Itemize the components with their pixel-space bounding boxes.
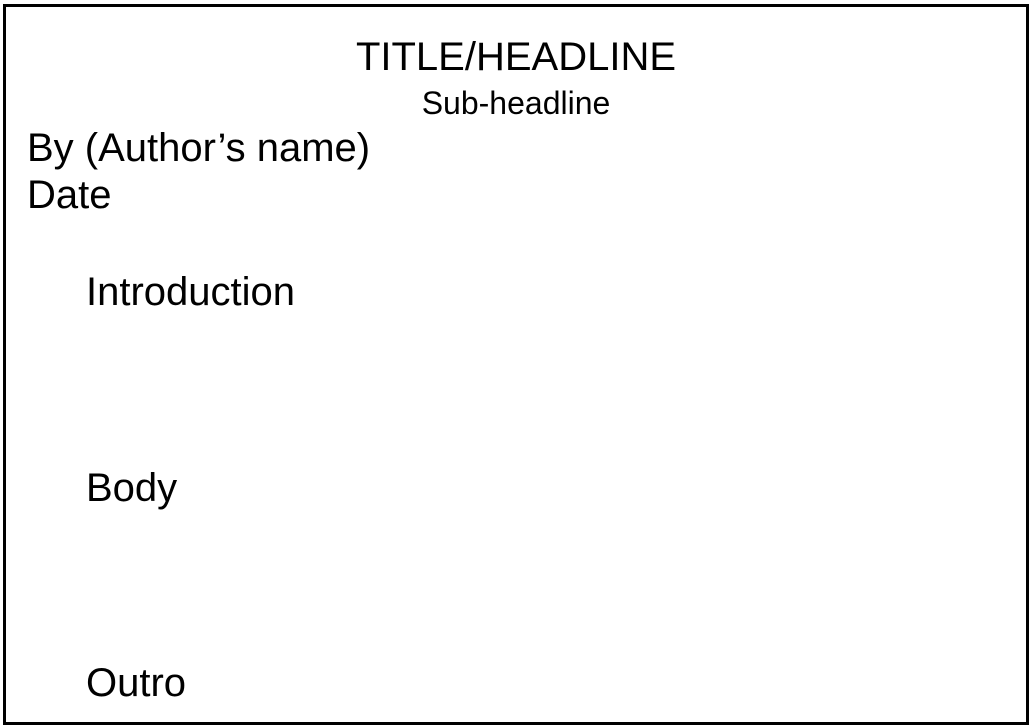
author-byline: By (Author’s name) (27, 126, 371, 170)
section-outro: Outro (86, 661, 187, 705)
article-template-frame (3, 4, 1029, 725)
date-line: Date (27, 173, 112, 217)
sub-headline: Sub-headline (421, 85, 611, 121)
section-introduction: Introduction (86, 270, 296, 314)
headline: TITLE/HEADLINE (355, 35, 677, 79)
section-body: Body (86, 466, 178, 510)
